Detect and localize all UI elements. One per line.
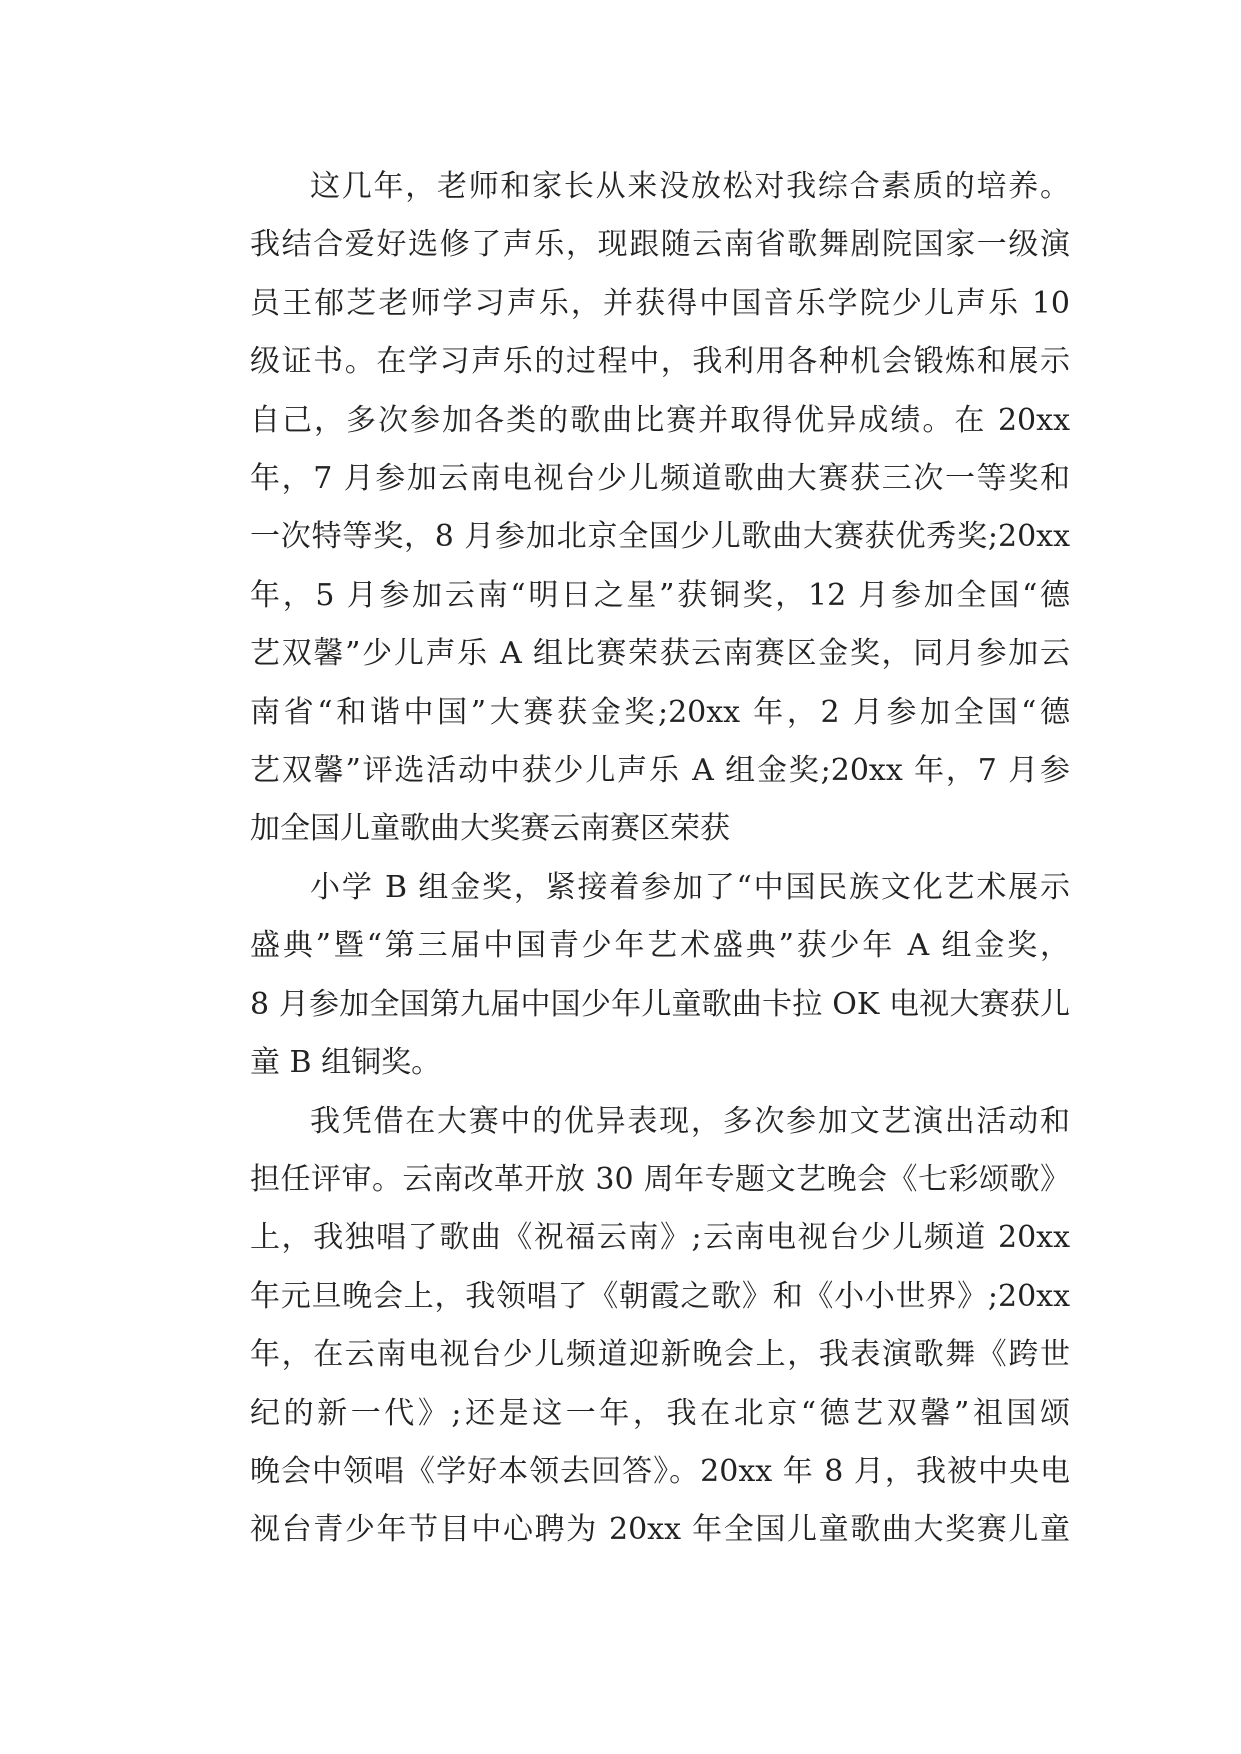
paragraph-2	[190, 859, 1070, 1093]
text-line: 艺双馨”少儿声乐 A 组比赛荣获云南赛区金奖，同月参加云	[250, 636, 1070, 672]
text-line: 年，5 月参加云南“明日之星”获铜奖，12 月参加全国“德	[250, 577, 1070, 613]
text-line: 上，我独唱了歌曲《祝福云南》;云南电视台少儿频道 20xx	[250, 1220, 1070, 1256]
text-line: 8 月参加全国第九届中国少年儿童歌曲卡拉 OK 电视大赛获儿	[250, 986, 1070, 1022]
text-line: 纪的新一代》;还是这一年，我在北京“德艺双馨”祖国颂	[250, 1395, 1070, 1431]
paragraph-3	[190, 1093, 1070, 1560]
text-line: 自己，多次参加各类的歌曲比赛并取得优异成绩。在 20xx	[250, 402, 1070, 438]
text-line: 盛典”暨“第三届中国青少年艺术盛典”获少年 A 组金奖，	[250, 928, 1070, 964]
text-line: 年，7 月参加云南电视台少儿频道歌曲大赛获三次一等奖和	[250, 461, 1070, 497]
text-line: 担任评审。云南改革开放 30 周年专题文艺晚会《七彩颂歌》	[250, 1161, 1070, 1197]
text-line: 员王郁芝老师学习声乐，并获得中国音乐学院少儿声乐 10	[250, 285, 1070, 321]
text-line: 艺双馨”评选活动中获少儿声乐 A 组金奖;20xx 年，7 月参	[250, 753, 1070, 789]
document-page	[190, 158, 1070, 1560]
text-line: 年元旦晚会上，我领唱了《朝霞之歌》和《小小世界》;20xx	[250, 1278, 1070, 1314]
text-line: 一次特等奖，8 月参加北京全国少儿歌曲大赛获优秀奖;20xx	[250, 519, 1070, 555]
text-line: 我结合爱好选修了声乐，现跟随云南省歌舞剧院国家一级演	[250, 227, 1070, 263]
text-line: 我凭借在大赛中的优异表现，多次参加文艺演出活动和	[310, 1103, 1070, 1139]
text-line: 级证书。在学习声乐的过程中，我利用各种机会锻炼和展示	[250, 344, 1070, 380]
text-line: 视台青少年节目中心聘为 20xx 年全国儿童歌曲大奖赛儿童	[250, 1512, 1070, 1548]
text-line: 童 B 组铜奖。	[250, 1045, 442, 1081]
text-line: 小学 B 组金奖，紧接着参加了“中国民族文化艺术展示	[310, 869, 1070, 905]
text-line: 晚会中领唱《学好本领去回答》。20xx 年 8 月，我被中央电	[250, 1453, 1070, 1489]
text-line: 年，在云南电视台少儿频道迎新晚会上，我表演歌舞《跨世	[250, 1337, 1070, 1373]
paragraph-1	[190, 158, 1070, 859]
text-line: 加全国儿童歌曲大奖赛云南赛区荣获	[250, 811, 730, 847]
text-line: 南省“和谐中国”大赛获金奖;20xx 年，2 月参加全国“德	[250, 694, 1070, 730]
text-line: 这几年，老师和家长从来没放松对我综合素质的培养。	[310, 169, 1070, 204]
